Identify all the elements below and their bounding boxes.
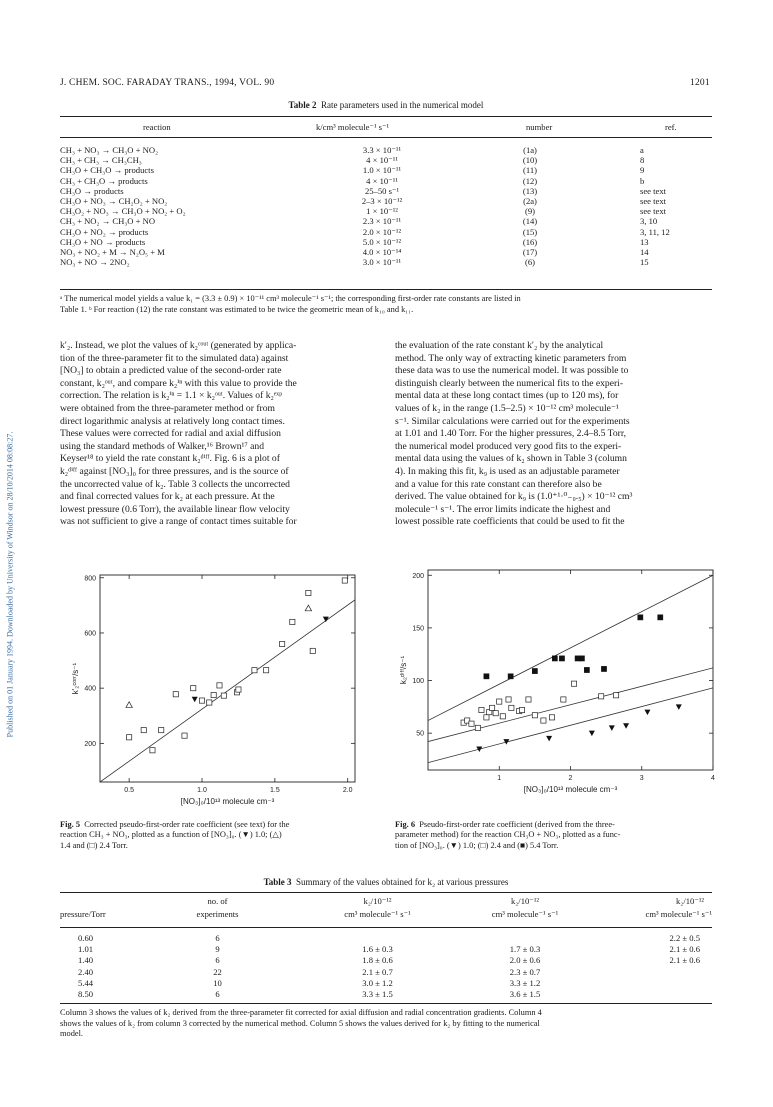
- table3-cell: 2.1 ± 0.6: [669, 944, 700, 955]
- data-point-open-square: [310, 648, 315, 653]
- data-point-open-square: [571, 681, 576, 686]
- table3-cell: 5.44: [78, 977, 94, 988]
- table2-row: [60, 176, 712, 186]
- table2-row: [60, 206, 712, 216]
- t3h-c4a: k₂/10⁻¹²: [511, 896, 539, 907]
- body-text-line: method. The only way of extracting kinetic parameters from: [395, 352, 627, 364]
- table3-body: [60, 933, 712, 1000]
- data-point-filled-triangle: [644, 710, 650, 716]
- body-text-line: were obtained from the three-parameter method or from: [60, 402, 275, 414]
- table2-cell: (16): [522, 236, 538, 247]
- table3-cell: 1.7 ± 0.3: [509, 944, 541, 955]
- body-text-line: distinguish clearly between the numerical fits to the experi-: [395, 377, 624, 389]
- page-number: 1201: [690, 78, 710, 88]
- table3-cell: 2.2 ± 0.5: [669, 933, 700, 943]
- y-tick-label: 400: [84, 685, 96, 693]
- data-point-open-square: [475, 725, 480, 730]
- data-point-open-square: [280, 641, 285, 646]
- table3-cell: [450, 933, 600, 944]
- y-tick-label: 100: [412, 678, 424, 686]
- table3-cell: 6: [215, 989, 220, 1000]
- table3-top-rule: [60, 892, 712, 893]
- table2-cell: 5.0 × 10⁻¹²: [362, 236, 402, 247]
- data-point-filled-square: [508, 674, 513, 679]
- table2-cell: a: [640, 145, 644, 155]
- body-right-column: [395, 340, 713, 529]
- table2-cell: NO₃ + NO₂ + M → N₂O₅ + M: [60, 247, 165, 258]
- table3-cell: 1.01: [78, 944, 94, 955]
- data-point-filled-triangle: [192, 697, 198, 703]
- table3-cell: [600, 989, 712, 1000]
- table2-cell: (9): [524, 206, 536, 217]
- table2-col-k: k/cm³ molecule⁻¹ s⁻¹: [316, 122, 390, 132]
- table2-cell: see text: [640, 185, 667, 196]
- table3-cell: 1.6 ± 0.3: [362, 944, 393, 955]
- data-point-filled-triangle: [676, 704, 682, 710]
- table2-col-reaction: reaction: [143, 122, 171, 132]
- x-tick-label: 1: [497, 775, 502, 782]
- table2-cell: 13: [640, 236, 649, 247]
- fig6-caption: Fig. 6 Pseudo-first-order rate coefficient (derived from the three- parameter method) for the reaction CH₃O + NO₃, plotted as a func- tion of [NO₃]₀. (▼) 1.0; (□) 2.4 and (■) 5.4 Torr.: [395, 820, 621, 850]
- table2-cell: 14: [640, 247, 649, 258]
- table3-cell: 3.6 ± 1.5: [509, 989, 541, 1000]
- body-text-line: the evaluation of the rate constant k′₂ by the analytical: [395, 340, 604, 351]
- table2-cell: CH₃O₂ + NO₃ → CH₃O + NO₂ + O₂: [60, 206, 186, 217]
- body-text-line: derived. The value obtained for k₉ is (1.0⁺¹·⁰₋₀.₅) × 10⁻¹² cm³: [395, 491, 633, 503]
- data-point-filled-square: [579, 656, 584, 661]
- table2-cell: 4 × 10⁻¹¹: [366, 175, 398, 186]
- body-text-line: at 1.01 and 1.40 Torr. For the higher pressures, 2.4–8.5 Torr,: [395, 428, 627, 440]
- table2-cell: 1.0 × 10⁻¹¹: [362, 165, 402, 176]
- data-point-filled-square: [559, 656, 564, 661]
- data-point-open-square: [519, 707, 524, 712]
- data-point-open-square: [199, 698, 204, 703]
- data-point-open-square: [252, 668, 257, 673]
- fit-line: [100, 600, 355, 782]
- table2-cell: NO₃ + NO → 2NO₂: [60, 257, 130, 268]
- table2-cell: 4 × 10⁻¹¹: [366, 155, 398, 166]
- body-text-line: and final corrected values for k₂ at each pressure. At the: [60, 491, 275, 503]
- table2-cell: CH₃O → products: [60, 185, 124, 196]
- table3-row: [60, 955, 712, 966]
- table3-row: [60, 967, 712, 978]
- table3-cell: 10: [213, 977, 222, 988]
- body-text-line: k₂ᵈⁱᶠᶠ against [NO₃]₀ for three pressures, and is the source of: [60, 465, 289, 477]
- data-point-open-square: [493, 711, 498, 716]
- table2-cell: 15: [640, 257, 649, 268]
- t3h-pressure: pressure/Torr: [60, 908, 106, 919]
- table2-cell: (17): [522, 247, 538, 258]
- table2-row: [60, 186, 712, 196]
- x-tick-label: 3: [639, 775, 644, 782]
- data-point-open-triangle: [126, 702, 132, 708]
- table3-header-rule: [60, 927, 712, 928]
- body-text-line: [NO₃] to obtain a predicted value of the second-order rate: [60, 365, 282, 377]
- y-tick-label: 200: [412, 572, 424, 580]
- table2-cell: b: [640, 175, 645, 186]
- table3-cell: 22: [213, 966, 222, 977]
- t3h-c3a: k₂/10⁻¹²: [363, 896, 392, 907]
- data-point-open-square: [290, 619, 295, 624]
- body-text-line: correction. The relation is k₂ⁱⁿ = 1.1 × k₂ᵒᵘᵗ. Values of k₂ᵉˣᵖ: [60, 390, 283, 402]
- body-text-line: lowest pressure (0.6 Torr), the available linear flow velocity: [60, 503, 290, 515]
- data-point-open-square: [159, 728, 164, 733]
- data-point-open-square: [173, 692, 178, 697]
- table2-row: [60, 145, 712, 155]
- table3-cell: 1.40: [78, 955, 94, 966]
- data-point-open-square: [509, 705, 514, 710]
- data-point-open-square: [500, 714, 505, 719]
- table2-cell: 3.0 × 10⁻¹¹: [362, 257, 402, 268]
- table3-cell: 6: [215, 933, 220, 943]
- body-text-line: mental data using the values of k₂ shown in Table 3 (column: [395, 453, 627, 465]
- body-text-line: and a value for this rate constant can therefore also be: [395, 478, 602, 490]
- table2-header-rule: [60, 137, 712, 138]
- y-axis-label: k₂ᵈⁱᶠᶠ/s⁻¹: [399, 655, 408, 685]
- table2-row: [60, 196, 712, 206]
- data-point-filled-square: [584, 667, 589, 672]
- table2-top-rule: [60, 116, 712, 117]
- body-text-line: constant, k₂ᵒᵘᵗ, and compare k₂ⁱⁿ with this value to provide the: [60, 377, 297, 389]
- table3-cell: 0.60: [78, 933, 94, 943]
- y-tick-label: 600: [84, 630, 96, 638]
- body-text-line: the uncorrected value of k₂. Table 3 collects the uncorrected: [60, 478, 290, 490]
- table2-title: Table 2 Rate parameters used in the numerical model: [288, 100, 484, 110]
- data-point-filled-triangle: [476, 746, 482, 752]
- table3-cell: 3.3 ± 1.2: [509, 977, 541, 988]
- body-text-line: These values were corrected for radial and axial diffusion: [60, 428, 281, 440]
- fig5-caption: Fig. 5 Corrected pseudo-first-order rate coefficient (see text) for the reaction CH₃ + NO₃, plotted as a function of [NO₃]₀. (▼) 1.0; (△) 1.4 and (□) 2.4 Torr.: [60, 820, 290, 850]
- table3-row: [60, 933, 712, 944]
- x-axis-label: [NO₃]₀/10¹³ molecule cm⁻³: [523, 785, 618, 794]
- data-point-open-square: [264, 668, 269, 673]
- t3h-c4b: cm³ molecule⁻¹ s⁻¹: [491, 908, 559, 919]
- data-point-filled-square: [601, 666, 606, 671]
- table3-row: [60, 989, 712, 1000]
- table3-cell: [600, 978, 712, 989]
- data-point-filled-square: [532, 668, 537, 673]
- table3-bottom-rule: [60, 1003, 712, 1004]
- table3-cell: [600, 967, 712, 978]
- table3-cell: [305, 933, 450, 944]
- table2-cell: (1a): [523, 145, 537, 155]
- body-text-line: the numerical model produced very good fits to the experi-: [395, 440, 622, 452]
- x-tick-label: 1.0: [197, 787, 207, 794]
- table2-row: [60, 165, 712, 175]
- t3h-c5b: cm³ molecule⁻¹ s⁻¹: [645, 908, 712, 919]
- plot-frame: [100, 575, 355, 782]
- table2-cell: (15): [522, 226, 538, 237]
- table3-header: [60, 896, 712, 921]
- data-point-open-square: [490, 705, 495, 710]
- table2-row: [60, 237, 712, 247]
- y-tick-label: 200: [84, 740, 96, 748]
- data-point-open-square: [141, 728, 146, 733]
- table3-cell: 6: [215, 955, 220, 966]
- data-point-filled-square: [638, 615, 643, 620]
- table2-cell: CH₃ + NO₃ → CH₃O + NO₂: [60, 145, 159, 155]
- table3-cell: 2.1 ± 0.6: [669, 955, 700, 966]
- data-point-open-square: [306, 590, 311, 595]
- body-text-line: was not sufficient to give a range of contact times suitable for: [60, 516, 297, 528]
- table2-footnote: ᵃ The numerical model yields a value k₁ = (3.3 ± 0.9) × 10⁻¹¹ cm³ molecule⁻¹ s⁻¹; the corresponding first-order rate constants are listed in Table 1. ᵇ For reaction (12) the rate constant was estimated to be twice the geometric mean of k₁₀ and k₁₁.: [60, 294, 521, 314]
- body-text-line: values of k₂ in the range (1.5–2.5) × 10⁻¹² cm³ molecule⁻¹: [395, 402, 619, 414]
- data-point-open-square: [217, 683, 222, 688]
- table3-footnote: Column 3 shows the values of k₂ derived from the three-parameter fit corrected for axial diffusion and radial concentration gradients. Column 4 shows the values of k₂ from column 3 corrected by the numerical method. Column 5 shows the values derived for k₂ by fitting to the numerical model.: [60, 1008, 542, 1038]
- t3h-c5a: k₂/10⁻¹²: [676, 896, 704, 907]
- table3-row: [60, 978, 712, 989]
- data-point-open-square: [532, 713, 537, 718]
- x-axis-label: [NO₃]₀/10¹³ molecule cm⁻³: [180, 797, 275, 806]
- table3-cell: 2.1 ± 0.7: [362, 966, 393, 977]
- table2-cell: see text: [640, 196, 667, 207]
- data-point-open-square: [484, 715, 489, 720]
- table2-cell: (14): [522, 216, 538, 227]
- y-tick-label: 800: [84, 575, 96, 583]
- table2-body: [60, 145, 712, 267]
- table2-cell: 2.3 × 10⁻¹¹: [362, 216, 402, 227]
- table3-cell: 8.50: [78, 989, 94, 1000]
- table2-cell: 9: [640, 165, 645, 176]
- data-point-open-square: [549, 715, 554, 720]
- fig5-chart: [55, 568, 375, 813]
- table2-cell: 2.0 × 10⁻¹²: [362, 226, 402, 237]
- t3h-exp1: no. of: [207, 896, 228, 907]
- table2-cell: (6): [524, 257, 536, 268]
- table3-cell: 3.0 ± 1.2: [362, 977, 393, 988]
- table2-cell: 8: [640, 155, 645, 166]
- x-tick-label: 2.0: [342, 787, 353, 794]
- table2-col-ref: ref.: [665, 122, 677, 132]
- x-tick-label: 4: [711, 775, 715, 782]
- table2-cell: (13): [522, 185, 538, 196]
- data-point-open-square: [342, 578, 347, 583]
- y-axis-label: k′₂ᶜᵒʳʳ/s⁻¹: [71, 662, 80, 695]
- data-point-open-square: [182, 733, 187, 738]
- data-point-open-square: [479, 707, 484, 712]
- data-point-filled-triangle: [589, 731, 595, 737]
- body-text-line: 4). In making this fit, k₉ is used as an adjustable parameter: [395, 465, 620, 477]
- body-text-line: these data was to use the numerical model. It was possible to: [395, 365, 629, 377]
- x-tick-label: 1.5: [269, 787, 280, 794]
- table2-cell: 1 × 10⁻¹²: [366, 206, 398, 217]
- table2-row: [60, 155, 712, 165]
- plot-frame: [428, 570, 713, 770]
- table2-row: [60, 216, 712, 226]
- x-tick-label: 0.5: [124, 787, 135, 794]
- table2-cell: CH₃O + NO₂ → products: [60, 226, 149, 237]
- table3-row: [60, 944, 712, 955]
- table2-cell: 3, 11, 12: [640, 226, 670, 237]
- body-text-line: Keyser¹⁸ to yield the rate constant k₂ᵈⁱᶠᶠ. Fig. 6 is a plot of: [60, 453, 280, 465]
- data-point-open-triangle: [305, 605, 311, 611]
- table3-cell: 2.40: [78, 966, 94, 977]
- table2-cell: 25–50 s⁻¹: [364, 185, 400, 196]
- data-point-filled-triangle: [609, 725, 615, 731]
- data-point-open-square: [211, 692, 216, 697]
- data-point-open-square: [191, 686, 196, 691]
- body-text-line: using the standard methods of Walker,¹⁶ Brown¹⁷ and: [60, 440, 265, 452]
- body-text-line: lowest possible rate coefficients that could be used to fit the: [395, 516, 625, 528]
- table3-cell: 9: [215, 944, 220, 955]
- data-point-open-square: [236, 687, 241, 692]
- table2-cell: CH₃ + CH₃O → products: [60, 175, 148, 186]
- table2-col-number: number: [526, 122, 553, 132]
- table3-cell: 3.3 ± 1.5: [362, 989, 393, 1000]
- data-point-open-square: [599, 694, 604, 699]
- table2-row: [60, 227, 712, 237]
- data-point-open-square: [561, 697, 566, 702]
- table2-cell: CH₃O + CH₃O → products: [60, 165, 154, 176]
- data-point-filled-triangle: [623, 723, 629, 729]
- t3h-c3b: cm³ molecule⁻¹ s⁻¹: [344, 908, 411, 919]
- table3-cell: 2.3 ± 0.7: [509, 966, 541, 977]
- table2-cell: (2a): [523, 196, 537, 207]
- data-point-filled-square: [484, 674, 489, 679]
- table2-cell: 4.0 × 10⁻¹⁴: [362, 247, 402, 258]
- body-text-line: mental data at these long contact times (up to 120 ms), for: [395, 390, 619, 402]
- download-stamp: Published on 01 January 1994. Downloaded by University of Windsor on 28/10/2014 08:08:27.: [5, 431, 15, 738]
- data-point-filled-square: [552, 656, 557, 661]
- data-point-open-square: [150, 748, 155, 753]
- table2-cell: CH₃ + NO₂ → CH₃O + NO: [60, 216, 156, 227]
- table2-cell: 3, 10: [640, 216, 658, 227]
- table2-cell: see text: [640, 206, 667, 217]
- table2-cell: (10): [522, 155, 538, 166]
- body-left-column: [60, 340, 378, 529]
- table3-cell: 2.0 ± 0.6: [509, 955, 541, 966]
- data-point-open-square: [506, 697, 511, 702]
- data-point-filled-square: [658, 615, 663, 620]
- table2-cell: CH₃O + NO → products: [60, 236, 146, 247]
- table2-row: [60, 257, 712, 267]
- table2-cell: CH₃O + NO₃ → CH₂O₂ + NO₂: [60, 196, 168, 207]
- fig6-chart: [390, 565, 720, 810]
- table2-cell: 2–3 × 10⁻¹²: [361, 196, 403, 207]
- data-point-open-square: [614, 693, 619, 698]
- table2-cell: CH₃ + CH₃ → CH₃CH₃: [60, 155, 142, 166]
- table2-cell: (11): [523, 165, 537, 176]
- data-point-open-square: [207, 700, 212, 705]
- table2-cell: (12): [522, 175, 538, 186]
- body-text-line: direct logarithmic analysis at relatively long contact times.: [60, 415, 285, 427]
- data-point-open-square: [127, 735, 132, 740]
- table2-row: [60, 247, 712, 257]
- data-point-filled-triangle: [546, 736, 552, 742]
- data-point-open-square: [541, 718, 546, 723]
- journal-header: J. CHEM. SOC. FARADAY TRANS., 1994, VOL. 90: [60, 78, 275, 88]
- y-tick-label: 150: [412, 625, 424, 633]
- fit-line: [428, 668, 713, 742]
- table3-cell: 1.8 ± 0.6: [362, 955, 393, 966]
- data-point-open-square: [469, 721, 474, 726]
- data-point-open-square: [221, 693, 226, 698]
- table3-title: Table 3 Summary of the values obtained for k₂ at various pressures: [263, 877, 509, 887]
- body-text-line: s⁻¹. Similar calculations were carried out for the experiments: [395, 415, 630, 427]
- x-tick-label: 2: [568, 775, 573, 782]
- t3h-exp2: experiments: [196, 908, 239, 919]
- y-tick-label: 50: [416, 730, 424, 738]
- table2-cell: 3.3 × 10⁻¹¹: [362, 145, 402, 155]
- body-text-line: k′₂. Instead, we plot the values of k₂ᶜᵒᵘᵗ (generated by applica-: [60, 340, 297, 351]
- body-text-line: tion of the three-parameter fit to the simulated data) against: [60, 352, 289, 364]
- data-point-open-square: [526, 697, 531, 702]
- table2-bottom-rule: [60, 289, 712, 290]
- data-point-open-square: [497, 699, 502, 704]
- body-text-line: molecule⁻¹ s⁻¹. The error limits indicate the highest and: [395, 503, 611, 515]
